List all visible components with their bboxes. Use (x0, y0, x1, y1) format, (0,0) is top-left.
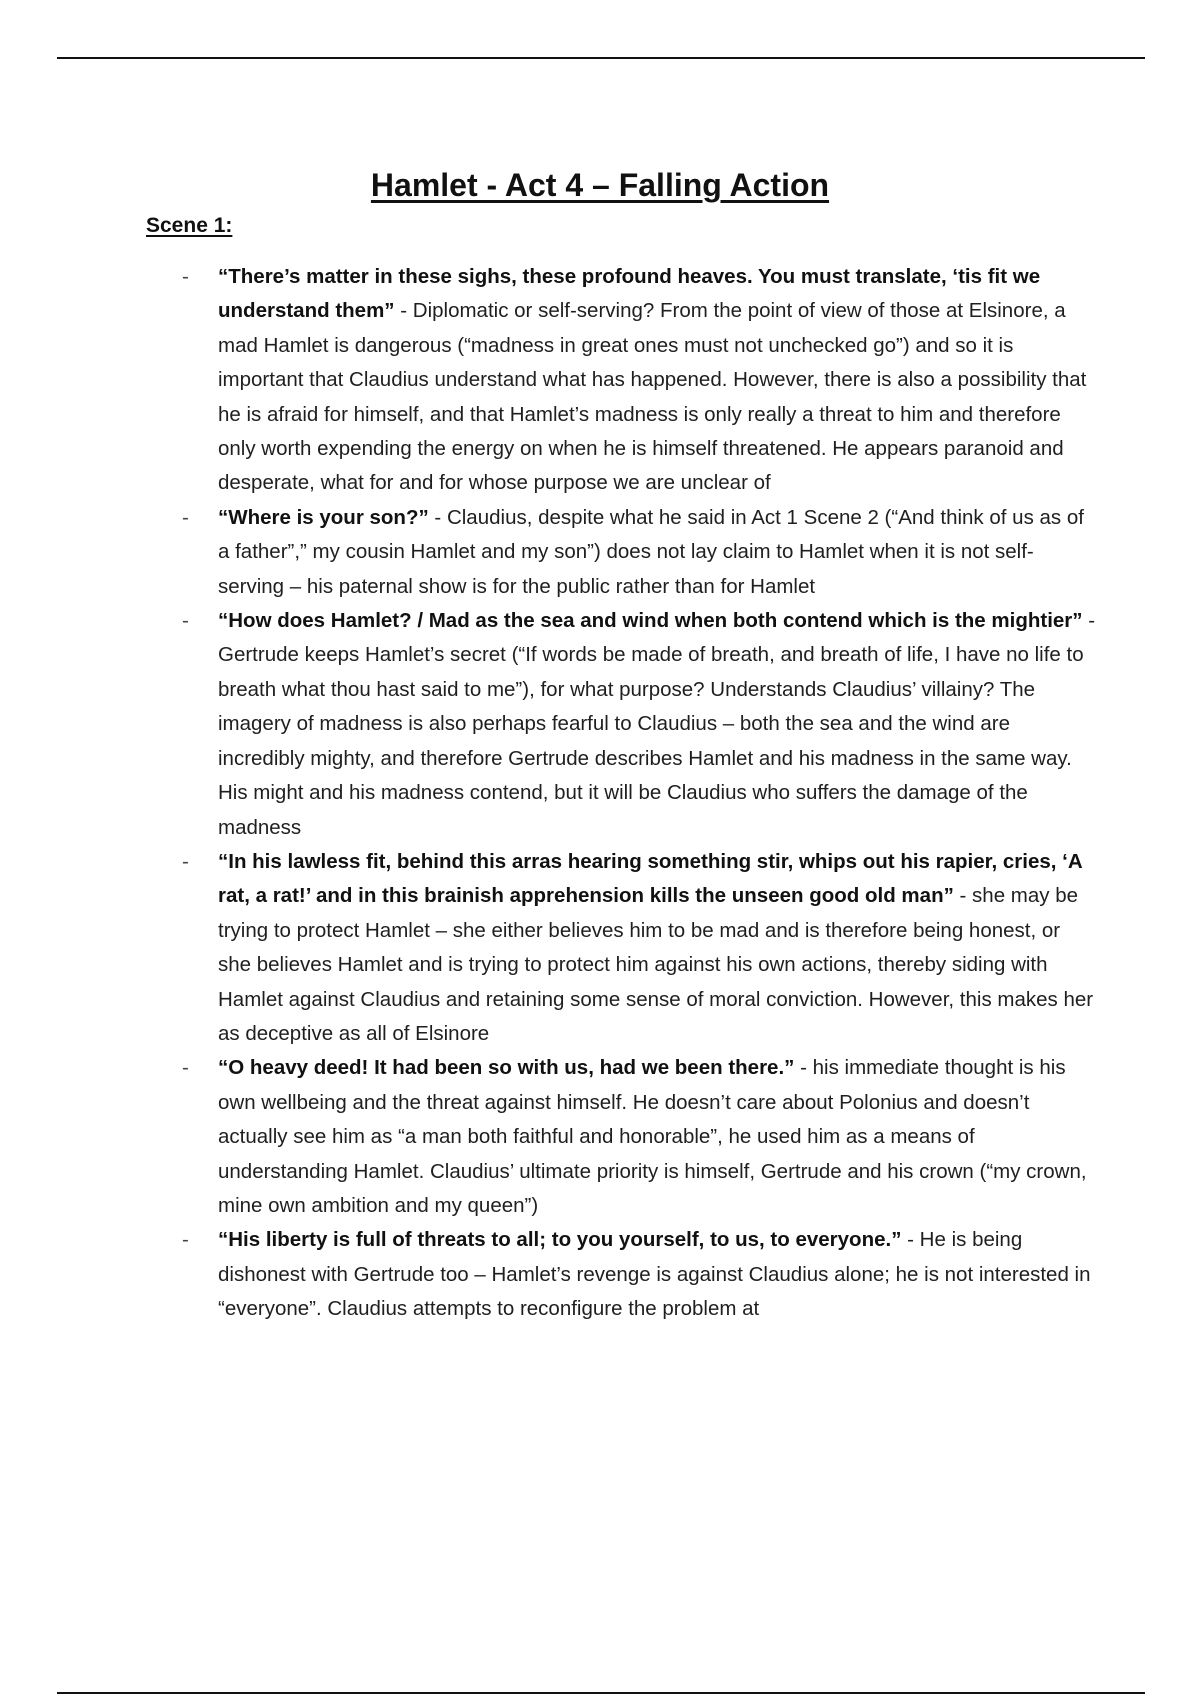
commentary-text: - Diplomatic or self-serving? From the point of view of those at Elsinore, a mad Hamlet is dangerous (“madness in great ones must not unchecked go”) and so it is important that Claudius understand what has happened. However, there is also a possibility that he is afraid for himself, and that Hamlet’s madness is only really a threat to him and therefore only worth expending the energy on when he is himself threatened. He appears paranoid and desperate, what for and for whose purpose we are unclear of (218, 299, 1087, 495)
bullet-dash: - (182, 505, 189, 529)
bullet-dash: - (182, 849, 189, 873)
quote-text: “There’s matter in these sighs, these profound heaves. You must translate, ‘tis fit we understand them” (218, 265, 1041, 323)
commentary-text: - his immediate thought is his own wellbeing and the threat against himself. He doesn’t care about Polonius and doesn’t actually see him as “a man both faithful and honorable”, he used him as a means of understanding Hamlet. Claudius’ ultimate priority is himself, Gertrude and his crown (“my crown, mine own ambition and my queen”) (218, 1056, 1087, 1217)
scene-heading: Scene 1: (146, 214, 233, 237)
quote-text: “In his lawless fit, behind this arras hearing something stir, whips out his rapier, cries, ‘A rat, a rat!’ and in this brainish apprehension kills the unseen good old man” (218, 849, 1082, 908)
list-item (182, 1051, 1098, 1223)
bullet-dash: - (182, 609, 189, 633)
quote-text: “Where is your son?” (218, 505, 429, 529)
footer-rule (57, 1692, 1145, 1694)
header-rule (57, 57, 1145, 59)
bullet-dash: - (182, 1056, 189, 1080)
quote-text: “How does Hamlet? / Mad as the sea and wind when both contend which is the mightier” (218, 609, 1083, 633)
list-item (182, 1223, 1098, 1326)
quote-list (182, 260, 1098, 1327)
bullet-dash: - (182, 1228, 189, 1252)
list-item (182, 845, 1098, 1051)
list-item (182, 501, 1098, 604)
list-item (182, 604, 1098, 845)
commentary-text: - Claudius, despite what he said in Act 1 Scene 2 (“And think of us as of a father”,” my cousin Hamlet and my son”) does not lay claim to Hamlet when it is not self-serving – his paternal show is for the public rather than for Hamlet (218, 505, 1084, 598)
commentary-text: - He is being dishonest with Gertrude too – Hamlet’s revenge is against Claudius alone; he is not interested in “everyone”. Claudius attempts to reconfigure the problem at (218, 1228, 1091, 1321)
page-title: Hamlet - Act 4 – Falling Action (370, 167, 830, 204)
commentary-text: - Gertrude keeps Hamlet’s secret (“If words be made of breath, and breath of life, I have no life to breath what thou hast said to me”), for what purpose? Understands Claudius’ villainy? The imagery of madness is also perhaps fearful to Claudius – both the sea and the wind are incredibly mighty, and therefore Gertrude describes Hamlet and his madness in the same way. His might and his madness contend, but it will be Claudius who suffers the damage of the madness (218, 609, 1096, 839)
bullet-dash: - (182, 265, 189, 288)
list-item (182, 260, 1098, 501)
quote-text: “O heavy deed! It had been so with us, had we been there.” (218, 1056, 795, 1080)
commentary-text: - she may be trying to protect Hamlet – she either believes him to be mad and is therefore being honest, or she believes Hamlet and is trying to protect him against his own actions, thereby siding with Hamlet against Claudius and retaining some sense of moral conviction. However, this makes her as deceptive as all of Elsinore (218, 884, 1094, 1045)
quote-text: “His liberty is full of threats to all; to you yourself, to us, to everyone.” (218, 1228, 902, 1252)
